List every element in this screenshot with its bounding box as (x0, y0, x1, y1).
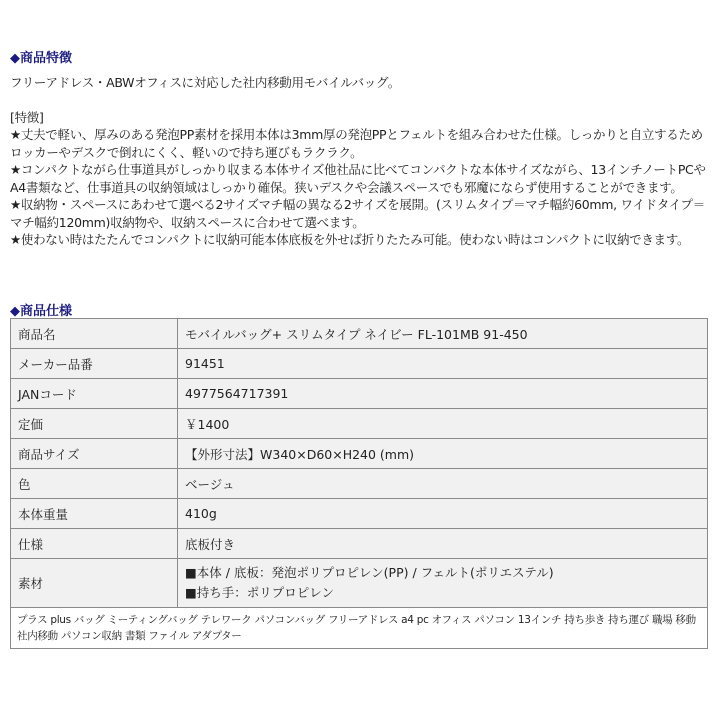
search-tags: プラス plus バッグ ミーティングバッグ テレワーク パソコンバッグ フリーアドレス a4 pc オフィス パソコン 13インチ 持ち歩き 持ち運び 職場 移動 社内移動 パソコン収納 書類 ファイル アダプター (11, 608, 708, 649)
spec-value: ￥1400 (178, 409, 708, 439)
spec-row (11, 349, 708, 379)
features-heading: ◆商品特徴 (10, 51, 72, 66)
spec-row (11, 499, 708, 529)
spec-value: モバイルバッグ+ スリムタイプ ネイビー FL-101MB 91-450 (178, 319, 708, 349)
spec-row (11, 469, 708, 499)
spec-label: 仕様 (11, 529, 178, 559)
spec-row (11, 409, 708, 439)
spec-row (11, 379, 708, 409)
spec-row-material (11, 559, 708, 608)
features-subheading: [特徴] (10, 110, 44, 125)
spec-label: JANコード (11, 379, 178, 409)
spec-label: メーカー品番 (11, 349, 178, 379)
spec-label: 商品名 (11, 319, 178, 349)
spec-value: 4977564717391 (178, 379, 708, 409)
feature-item: ★コンパクトながら仕事道具がしっかり収まる本体サイズ他社品に比べてコンパクトな本体サイズながら、13インチノートPCやA4書類など、仕事道具の収納領域はしっかり確保。狭いデスクや会議スペースでも邪魔にならず使用することができます。 (10, 162, 706, 195)
features-intro: フリーアドレス・ABWオフィスに対応した社内移動用モバイルバッグ。 (10, 75, 400, 90)
spec-value (178, 559, 708, 608)
spec-row (11, 439, 708, 469)
spec-value: ベージュ (178, 469, 708, 499)
tags-row (11, 608, 708, 649)
specs-table (10, 318, 708, 649)
spec-row (11, 319, 708, 349)
specs-heading: ◆商品仕様 (10, 304, 72, 319)
spec-row (11, 529, 708, 559)
feature-item: ★使わない時はたたんでコンパクトに収納可能本体底板を外せば折りたたみ可能。使わない時はコンパクトに収納できます。 (10, 232, 690, 247)
spec-value: 底板付き (178, 529, 708, 559)
spec-label: 商品サイズ (11, 439, 178, 469)
material-line: ■持ち手：ポリプロピレン (185, 585, 334, 600)
spec-value: 【外形寸法】W340×D60×H240 (mm) (178, 439, 708, 469)
spec-label: 色 (11, 469, 178, 499)
material-line: ■本体 / 底板：発泡ポリプロピレン(PP) / フェルト(ポリエステル) (185, 565, 554, 580)
spec-label: 素材 (11, 559, 178, 608)
spec-value: 410g (178, 499, 708, 529)
feature-item: ★収納物・スペースにあわせて選べる2サイズマチ幅の異なる2サイズを展開。(スリムタイプ＝マチ幅約60mm, ワイドタイプ＝マチ幅約120mm)収納物や、収納スペースに合わせて選べます。 (10, 197, 705, 230)
spec-value: 91451 (178, 349, 708, 379)
spec-label: 本体重量 (11, 499, 178, 529)
feature-item: ★丈夫で軽い、厚みのある発泡PP素材を採用本体は3mm厚の発泡PPとフェルトを組み合わせた仕様。しっかりと自立するためロッカーやデスクで倒れにくく、軽いので持ち運びもラクラク。 (10, 127, 703, 160)
features-list (10, 126, 710, 249)
spec-label: 定価 (11, 409, 178, 439)
